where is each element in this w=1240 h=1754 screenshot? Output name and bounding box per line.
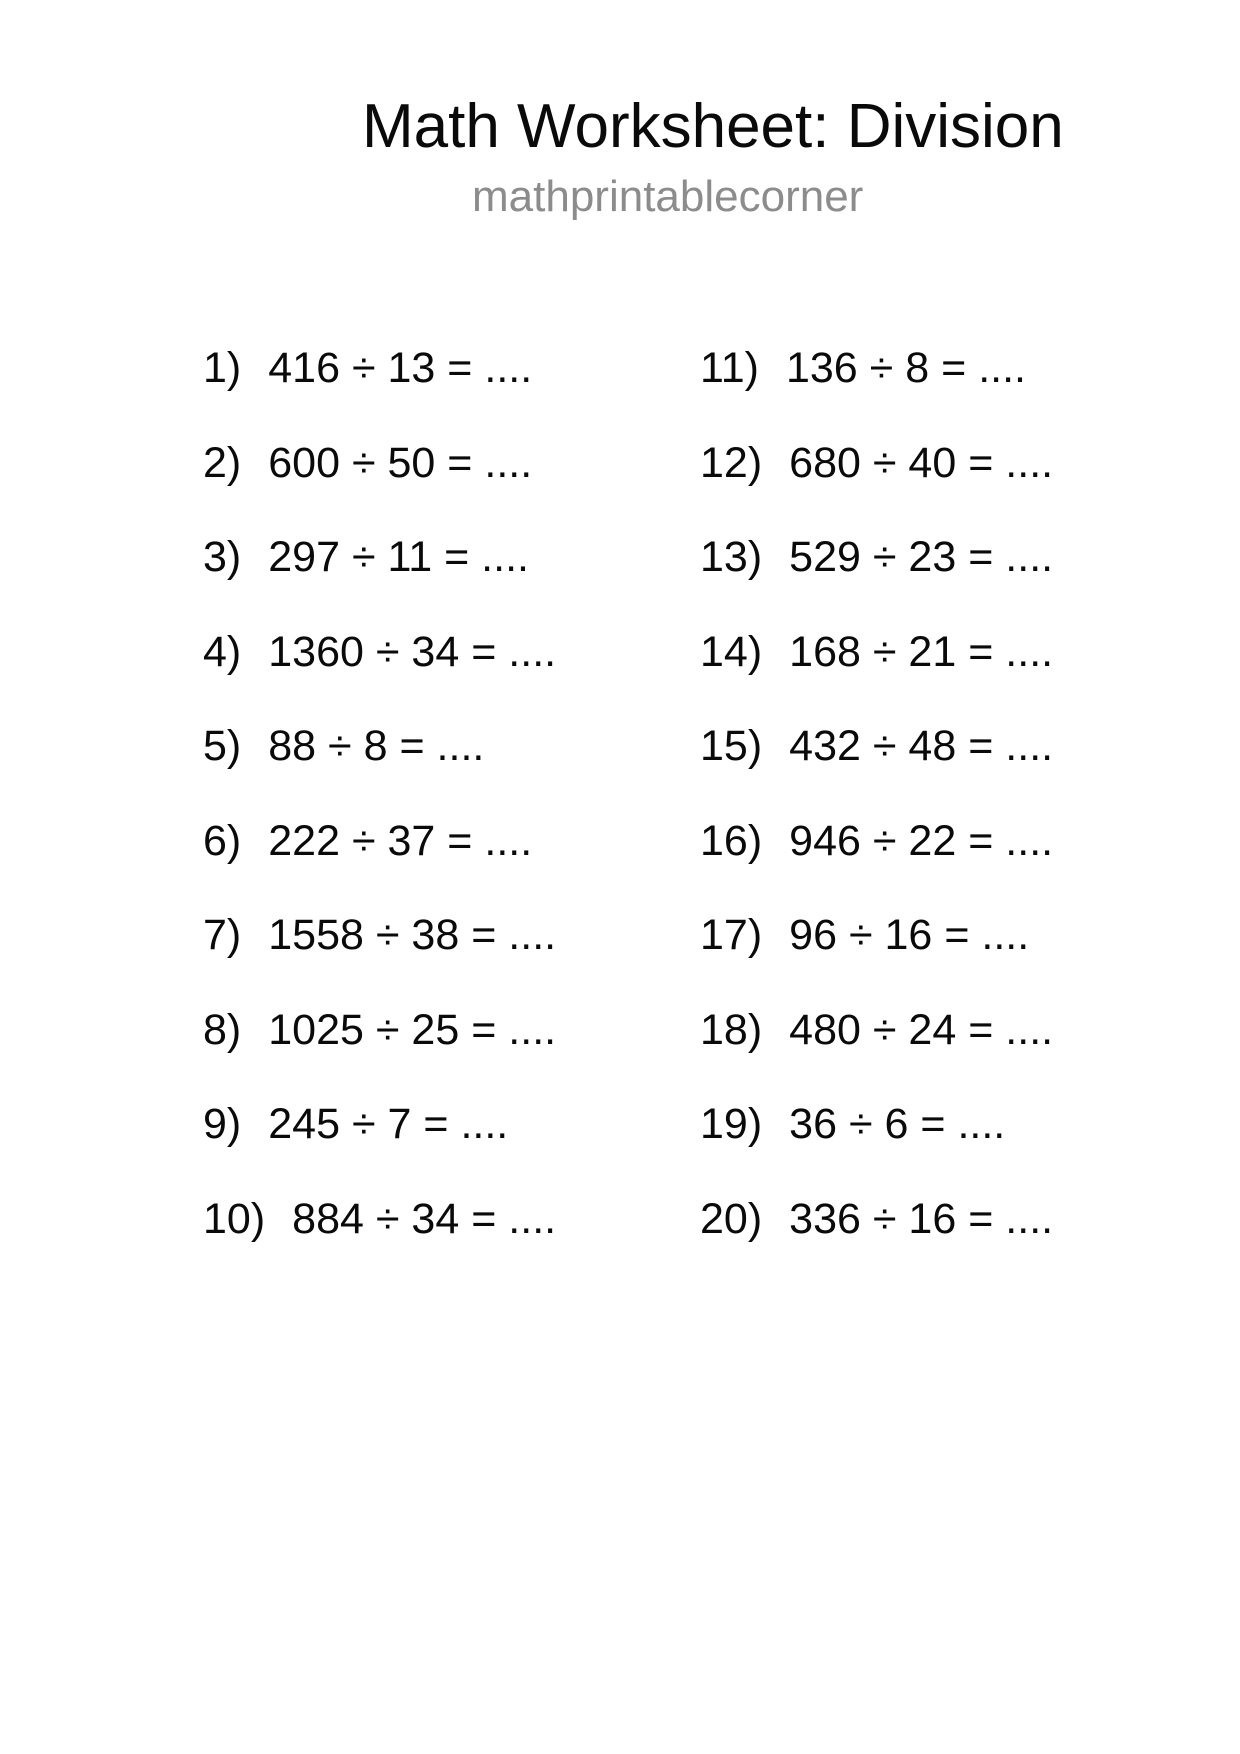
problem-number: 8) <box>203 1005 242 1054</box>
dividend: 946 <box>789 816 861 865</box>
problem-expression <box>268 816 533 865</box>
worksheet-header <box>0 92 1240 221</box>
dividend: 1558 <box>268 911 364 959</box>
problem-number: 15) <box>700 722 763 770</box>
problems-grid <box>203 344 1240 1292</box>
divisor: 22 <box>908 816 957 865</box>
equals-sign: = <box>471 1005 497 1054</box>
dividend: 1360 <box>268 627 364 676</box>
equals-sign: = <box>471 627 497 676</box>
divisor: 24 <box>908 1005 957 1054</box>
equals-sign: = <box>944 911 970 959</box>
problem-row <box>700 438 1240 537</box>
problems-column-right <box>700 344 1240 1292</box>
dividend: 480 <box>789 1005 861 1054</box>
problem-expression <box>268 438 533 487</box>
divisor: 40 <box>908 438 957 487</box>
problem-expression <box>268 344 533 392</box>
answer-blank: .... <box>981 911 1030 959</box>
problem-expression <box>268 722 485 770</box>
divisor: 21 <box>908 627 957 676</box>
answer-blank: .... <box>508 1005 557 1054</box>
problem-number: 14) <box>700 627 763 676</box>
problem-row <box>203 627 700 726</box>
division-sign: ÷ <box>328 722 352 770</box>
answer-blank: .... <box>1005 1005 1054 1054</box>
answer-blank: .... <box>508 911 557 959</box>
problem-row <box>203 1100 700 1198</box>
answer-blank: .... <box>508 1194 557 1243</box>
equals-sign: = <box>920 1100 946 1148</box>
problem-expression <box>789 1005 1054 1054</box>
answer-blank: .... <box>436 722 485 770</box>
answer-blank: .... <box>1005 627 1054 676</box>
dividend: 432 <box>789 722 861 770</box>
answer-blank: .... <box>1005 533 1054 581</box>
problem-number: 4) <box>203 627 242 676</box>
problem-expression <box>785 344 1026 392</box>
problem-row <box>700 533 1240 631</box>
equals-sign: = <box>444 533 470 581</box>
problem-number: 9) <box>203 1100 242 1148</box>
problem-number: 1) <box>203 344 242 392</box>
page-subtitle: mathprintablecorner <box>472 172 864 221</box>
equals-sign: = <box>941 344 967 392</box>
division-sign: ÷ <box>351 438 376 487</box>
equals-sign: = <box>447 816 473 865</box>
equals-sign: = <box>968 627 994 676</box>
equals-sign: = <box>471 1194 497 1243</box>
equals-sign: = <box>968 1194 994 1243</box>
equals-sign: = <box>968 438 994 487</box>
division-sign: ÷ <box>872 1005 897 1054</box>
problem-number: 19) <box>700 1100 763 1148</box>
equals-sign: = <box>968 816 994 865</box>
dividend: 529 <box>789 533 861 581</box>
equals-sign: = <box>968 1005 994 1054</box>
problem-number: 16) <box>700 816 763 865</box>
divisor: 37 <box>387 816 436 865</box>
divisor: 6 <box>884 1100 909 1148</box>
problem-number: 18) <box>700 1005 763 1054</box>
equals-sign: = <box>968 722 994 770</box>
answer-blank: .... <box>484 344 533 392</box>
problem-expression <box>789 911 1030 959</box>
equals-sign: = <box>968 533 994 581</box>
division-sign: ÷ <box>872 722 897 770</box>
problem-number: 11) <box>700 344 759 392</box>
equals-sign: = <box>399 722 425 770</box>
problem-number: 7) <box>203 911 242 959</box>
division-sign: ÷ <box>375 1194 400 1243</box>
division-sign: ÷ <box>872 438 897 487</box>
problem-row <box>700 344 1240 442</box>
problem-number: 5) <box>203 722 242 770</box>
dividend: 245 <box>268 1100 340 1148</box>
divisor: 34 <box>411 627 460 676</box>
answer-blank: .... <box>1005 722 1054 770</box>
divisor: 7 <box>387 1100 412 1148</box>
problem-expression <box>268 1005 557 1054</box>
answer-blank: .... <box>1005 438 1054 487</box>
problem-number: 10) <box>203 1194 266 1243</box>
problem-row <box>203 533 700 631</box>
answer-blank: .... <box>508 627 557 676</box>
equals-sign: = <box>447 344 473 392</box>
division-sign: ÷ <box>872 627 897 676</box>
division-sign: ÷ <box>375 911 400 959</box>
problem-row <box>700 911 1240 1009</box>
dividend: 36 <box>789 1100 837 1148</box>
division-sign: ÷ <box>848 1100 873 1148</box>
answer-blank: .... <box>481 533 529 581</box>
equals-sign: = <box>471 911 497 959</box>
divisor: 11 <box>387 533 433 581</box>
problem-expression <box>789 1100 1006 1148</box>
problem-expression <box>268 533 529 581</box>
problem-number: 20) <box>700 1194 763 1243</box>
problem-expression <box>268 627 557 676</box>
division-sign: ÷ <box>869 344 894 392</box>
problem-expression <box>789 627 1054 676</box>
problem-expression <box>789 816 1054 865</box>
problem-number: 17) <box>700 911 763 959</box>
worksheet-page <box>0 92 1240 1754</box>
dividend: 297 <box>268 533 340 581</box>
equals-sign: = <box>423 1100 449 1148</box>
division-sign: ÷ <box>375 627 400 676</box>
dividend: 96 <box>789 911 837 959</box>
divisor: 50 <box>387 438 436 487</box>
divisor: 34 <box>411 1194 460 1243</box>
problem-row <box>203 1194 700 1293</box>
answer-blank: .... <box>978 344 1026 392</box>
problem-row <box>700 1100 1240 1198</box>
dividend: 680 <box>789 438 861 487</box>
divisor: 8 <box>905 344 930 392</box>
divisor: 13 <box>387 344 436 392</box>
division-sign: ÷ <box>872 816 897 865</box>
division-sign: ÷ <box>872 533 897 581</box>
dividend: 416 <box>268 344 340 392</box>
dividend: 222 <box>268 816 340 865</box>
problem-row <box>700 816 1240 915</box>
answer-blank: .... <box>1005 1194 1054 1243</box>
problem-number: 2) <box>203 438 242 487</box>
problem-row <box>203 438 700 537</box>
divisor: 16 <box>908 1194 957 1243</box>
division-sign: ÷ <box>848 911 873 959</box>
problem-expression <box>789 722 1054 770</box>
answer-blank: .... <box>484 438 533 487</box>
problem-number: 13) <box>700 533 763 581</box>
problem-row <box>203 816 700 915</box>
dividend: 168 <box>789 627 861 676</box>
division-sign: ÷ <box>375 1005 400 1054</box>
divisor: 16 <box>884 911 933 959</box>
dividend: 336 <box>789 1194 861 1243</box>
dividend: 884 <box>292 1194 364 1243</box>
problem-expression <box>268 1100 509 1148</box>
problem-row <box>700 1194 1240 1293</box>
problem-expression <box>292 1194 557 1243</box>
problem-expression <box>789 533 1054 581</box>
answer-blank: .... <box>460 1100 509 1148</box>
problem-row <box>203 344 700 442</box>
divisor: 8 <box>363 722 388 770</box>
answer-blank: .... <box>957 1100 1006 1148</box>
problem-row <box>203 722 700 820</box>
divisor: 25 <box>411 1005 460 1054</box>
problem-row <box>700 627 1240 726</box>
dividend: 600 <box>268 438 340 487</box>
divisor: 48 <box>908 722 957 770</box>
division-sign: ÷ <box>351 1100 376 1148</box>
problem-expression <box>268 911 557 959</box>
divisor: 23 <box>908 533 957 581</box>
problem-row <box>700 722 1240 820</box>
answer-blank: .... <box>484 816 533 865</box>
problem-expression <box>789 438 1054 487</box>
problem-expression <box>789 1194 1054 1243</box>
dividend: 88 <box>268 722 317 770</box>
division-sign: ÷ <box>351 344 376 392</box>
problem-row <box>700 1005 1240 1104</box>
dividend: 1025 <box>268 1005 364 1054</box>
division-sign: ÷ <box>351 533 376 581</box>
problem-number: 3) <box>203 533 242 581</box>
problem-number: 6) <box>203 816 242 865</box>
problems-column-left <box>203 344 700 1292</box>
problem-number: 12) <box>700 438 763 487</box>
problem-row <box>203 911 700 1009</box>
page-title: Math Worksheet: Division <box>362 92 1064 161</box>
problem-row <box>203 1005 700 1104</box>
dividend: 136 <box>785 344 858 392</box>
answer-blank: .... <box>1005 816 1054 865</box>
equals-sign: = <box>447 438 473 487</box>
division-sign: ÷ <box>351 816 376 865</box>
divisor: 38 <box>411 911 460 959</box>
division-sign: ÷ <box>872 1194 897 1243</box>
